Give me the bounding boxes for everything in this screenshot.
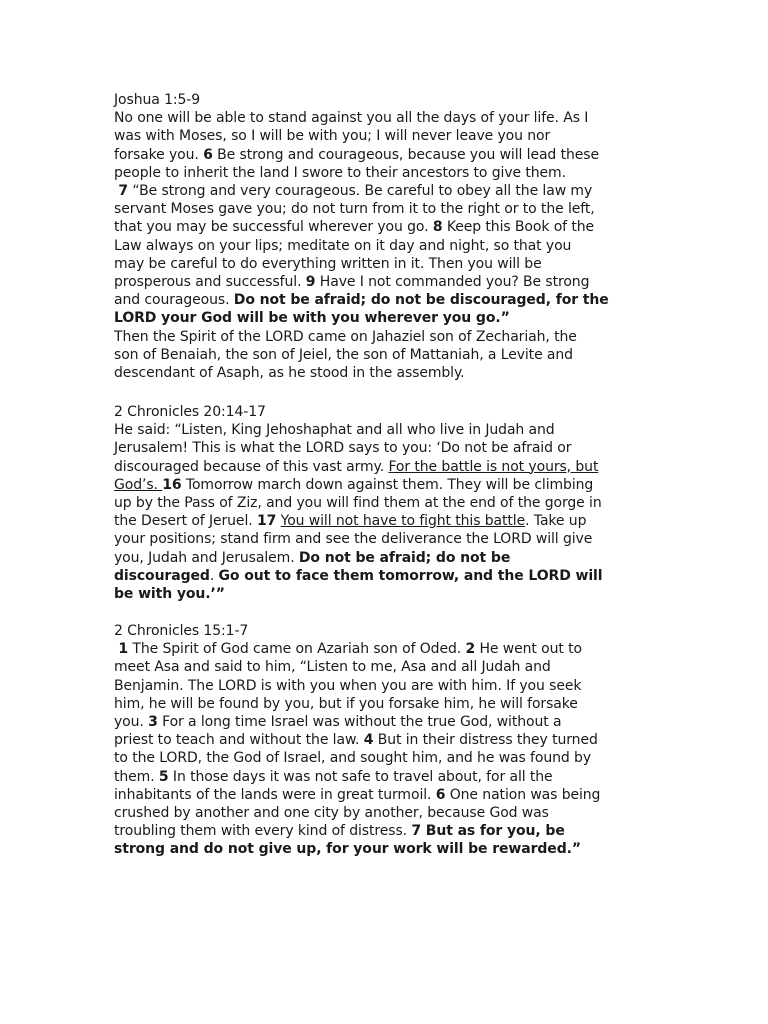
passage-body: [114, 421, 654, 603]
bold-text: 6: [203, 146, 213, 163]
text-run: him, he will be found by you, but if you forsake him, he will forsake: [114, 695, 578, 712]
passage-heading: 2 Chronicles 20:14-17: [114, 404, 266, 420]
text-line: [114, 549, 654, 567]
bold-text: 7: [118, 183, 129, 200]
text-run: discouraged because of this vast army.: [114, 458, 389, 475]
text-line: [114, 640, 654, 658]
text-run: servant Moses gave you; do not turn from it to the right or to the left,: [114, 201, 595, 218]
text-run: the Desert of Jeruel.: [114, 513, 257, 530]
bold-text: Do not be afraid; do not be discouraged, for the: [233, 292, 609, 309]
passage-heading: 2 Chronicles 15:1-7: [114, 623, 249, 639]
text-run: that you may be successful wherever you go.: [114, 219, 433, 236]
text-line: [114, 364, 654, 382]
text-run: Then the Spirit of the LORD came on Jahaziel son of Zechariah, the: [114, 328, 577, 345]
text-run: No one will be able to stand against you all the days of your life. As I: [114, 110, 589, 127]
bold-text: 2: [465, 641, 476, 658]
passage-body: [114, 109, 654, 382]
text-run: people to inherit the land I swore to their ancestors to give them.: [114, 164, 566, 181]
text-line: [114, 731, 654, 749]
text-line: [114, 146, 654, 164]
bold-text: 5: [158, 768, 169, 785]
text-line: [114, 328, 654, 346]
text-run: He went out to: [475, 641, 582, 658]
passage-2-chronicles-15: [114, 622, 654, 859]
text-run: inhabitants of the lands were in great turmoil.: [114, 786, 436, 803]
passage-2-chronicles-20: [114, 403, 654, 603]
text-line: [114, 218, 654, 236]
text-run: In those days it was not safe to travel about, for all the: [168, 768, 553, 785]
text-line: [114, 273, 654, 291]
text-run: .: [209, 567, 219, 584]
text-run: For a long time Israel was without the true God, without a: [157, 714, 562, 731]
underlined-text: You will not have to fight this battle: [280, 513, 526, 530]
text-line: [114, 530, 654, 548]
text-line: [114, 346, 654, 364]
text-run: crushed by another and one city by another, because God was: [114, 805, 549, 822]
text-run: troubling them with every kind of distress.: [114, 823, 412, 840]
text-run: may be careful to do everything written in it. Then you will be: [114, 255, 542, 272]
bold-text: Do not be afraid; do not be: [298, 549, 511, 566]
bold-text: 7 But as for you, be: [411, 823, 565, 840]
text-run: them.: [114, 768, 159, 785]
text-line: [114, 291, 654, 309]
text-line: [114, 476, 654, 494]
text-run: But in their distress they turned: [373, 732, 598, 749]
bold-text: strong and do not give up, for your work will be rewarded.”: [114, 841, 581, 858]
bold-text: 3: [148, 714, 158, 731]
text-line: [114, 786, 654, 804]
bold-text: 8: [432, 219, 443, 236]
text-run: you, Judah and Jerusalem.: [114, 549, 299, 566]
text-run: Benjamin. The LORD is with you when you are with him. If you seek: [114, 677, 582, 694]
text-run: The Spirit of God came on Azariah son of Oded.: [128, 641, 466, 658]
bold-text: LORD your God will be with you wherever you go.”: [114, 310, 510, 327]
text-run: “Be strong and very courageous. Be careful to obey all the law my: [128, 183, 593, 200]
text-line: [114, 695, 654, 713]
passage-body: [114, 640, 654, 858]
text-line: [114, 840, 654, 858]
text-line: [114, 822, 654, 840]
text-run: Tomorrow march down against them. They will be climbing: [181, 476, 594, 493]
text-run: was with Moses, so I will be with you; I will never leave you nor: [114, 128, 551, 145]
text-run: He said: “Listen, King Jehoshaphat and all who live in Judah and: [114, 422, 555, 439]
text-line: [114, 127, 654, 145]
text-run: . Take up: [525, 513, 587, 530]
underlined-text: God’s.: [114, 476, 163, 493]
bold-text: 4: [363, 732, 374, 749]
passage-joshua: [114, 91, 654, 382]
text-line: [114, 164, 654, 182]
text-run: up by the Pass of Ziz, and you will find them at the end of the gorge in: [114, 495, 602, 512]
text-run: Law always on your lips; meditate on it day and night, so that you: [114, 237, 572, 254]
underlined-text: For the battle is not yours, but: [388, 458, 599, 475]
text-line: [114, 458, 654, 476]
text-run: to the LORD, the God of Israel, and sought him, and he was found by: [114, 750, 592, 767]
bold-text: 1: [118, 641, 129, 658]
text-run: your positions; stand firm and see the deliverance the LORD will give: [114, 531, 593, 548]
text-line: [114, 677, 654, 695]
text-line: [114, 237, 654, 255]
text-line: [114, 749, 654, 767]
text-line: [114, 309, 654, 327]
bold-text: 17: [256, 513, 277, 530]
text-line: [114, 439, 654, 457]
text-run: Have I not commanded you? Be strong: [315, 274, 590, 291]
text-run: meet Asa and said to him, “Listen to me, Asa and all Judah and: [114, 659, 551, 676]
bold-text: be with you.’”: [114, 586, 225, 603]
text-line: [114, 109, 654, 127]
text-line: [114, 768, 654, 786]
bold-text: Go out to face them tomorrow, and the LORD will: [218, 567, 603, 584]
text-run: and courageous.: [114, 292, 234, 309]
text-run: prosperous and successful.: [114, 274, 306, 291]
bold-text: 9: [305, 274, 316, 291]
text-line: [114, 421, 654, 439]
text-run: Jerusalem! This is what the LORD says to you: ‘Do not be afraid or: [114, 440, 572, 457]
text-run: you.: [114, 714, 149, 731]
text-run: forsake you.: [114, 146, 204, 163]
text-line: [114, 494, 654, 512]
text-line: [114, 713, 654, 731]
text-run: Keep this Book of the: [442, 219, 595, 236]
text-run: One nation was being: [445, 786, 601, 803]
text-run: Be strong and courageous, because you will lead these: [212, 146, 599, 163]
text-line: [114, 658, 654, 676]
bold-text: 16: [162, 476, 182, 493]
text-line: [114, 804, 654, 822]
bold-text: 6: [435, 786, 446, 803]
passage-heading: Joshua 1:5-9: [114, 92, 201, 108]
bold-text: discouraged: [114, 567, 210, 584]
text-line: [114, 567, 654, 585]
text-line: [114, 182, 654, 200]
text-run: son of Benaiah, the son of Jeiel, the son of Mattaniah, a Levite and: [114, 346, 573, 363]
text-line: [114, 585, 654, 603]
text-line: [114, 512, 654, 530]
text-run: priest to teach and without the law.: [114, 732, 364, 749]
text-line: [114, 200, 654, 218]
text-line: [114, 255, 654, 273]
text-run: descendant of Asaph, as he stood in the assembly.: [114, 365, 465, 382]
